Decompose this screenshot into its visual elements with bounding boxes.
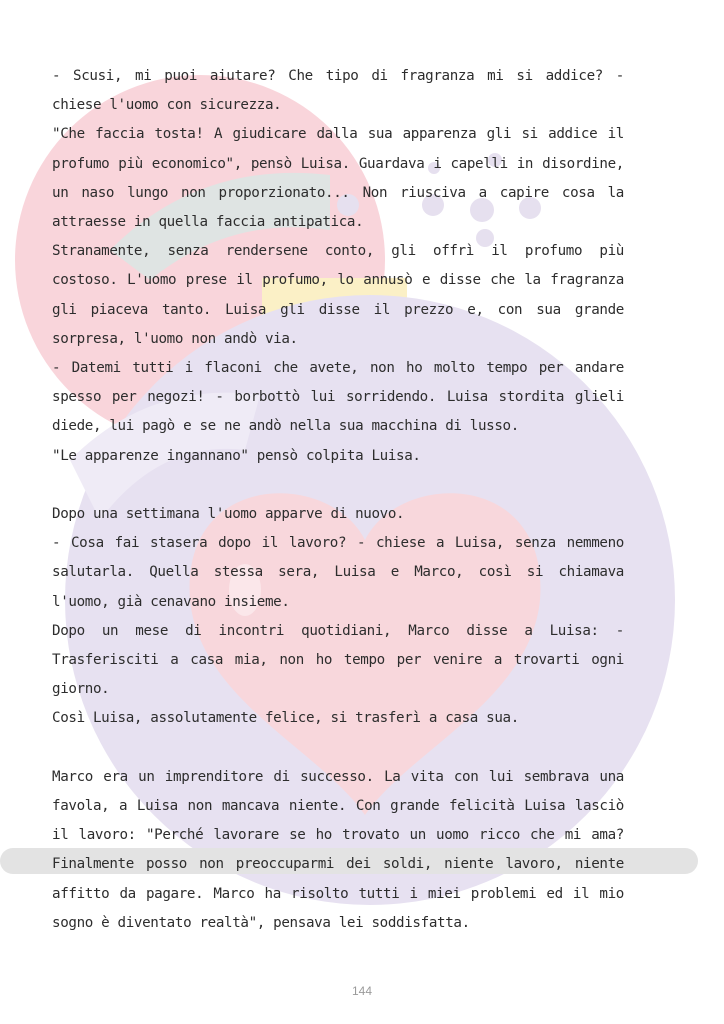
page-number: 144 xyxy=(351,984,373,998)
paragraph: "Le apparenze ingannano" pensò colpita Luisa. xyxy=(52,447,421,464)
paragraph: - Scusi, mi puoi aiutare? Che tipo di fragranza mi si addice? - chiese l'uomo con sicurezza. xyxy=(52,68,624,114)
paragraph: Così Luisa, assolutamente felice, si trasferì a casa sua. xyxy=(52,710,519,727)
story-text xyxy=(52,62,624,938)
paragraph: - Datemi tutti i flaconi che avete, non ho molto tempo per andare spesso per negozi! - borbottò lui sorridendo. Luisa stordita glieli diede, lui pagò e se ne andò nella sua macchina di lusso. xyxy=(52,360,624,435)
paragraph: Marco era un imprenditore di successo. La vita con lui sembrava una favola, a Luisa non mancava niente. Con grande felicità Luisa lasciò il lavoro: "Perché lavorare se ho trovato un uomo ricco che mi ama? Finalmente posso non preoccuparmi dei soldi, niente lavoro, niente affitto da pagare. Marco ha risolto tutti i miei problemi ed il mio sogno è diventato realtà", pensava lei soddisfatta. xyxy=(52,768,624,931)
paragraph: Dopo una settimana l'uomo apparve di nuovo. xyxy=(52,506,405,523)
paragraph: Dopo un mese di incontri quotidiani, Marco disse a Luisa: -Trasferisciti a casa mia, non ho tempo per venire a trovarti ogni giorno. xyxy=(52,622,624,698)
paragraph: - Cosa fai stasera dopo il lavoro? - chiese a Luisa, senza nemmeno salutarla. Quella stessa sera, Luisa e Marco, così si chiamava l'uomo, già cenavano insieme. xyxy=(52,535,624,610)
paragraph: "Che faccia tosta! A giudicare dalla sua apparenza gli si addice il profumo più economico", pensò Luisa. Guardava i capelli in disordine, un naso lungo non proporzionato... Non riusciva a capire cosa la attraesse in quella faccia antipatica. xyxy=(52,126,624,231)
paragraph: Stranamente, senza rendersene conto, gli offrì il profumo più costoso. L'uomo prese il profumo, lo annusò e disse che la fragranza gli piaceva tanto. Luisa gli disse il prezzo e, con sua grande sorpresa, l'uomo non andò via. xyxy=(52,243,624,347)
